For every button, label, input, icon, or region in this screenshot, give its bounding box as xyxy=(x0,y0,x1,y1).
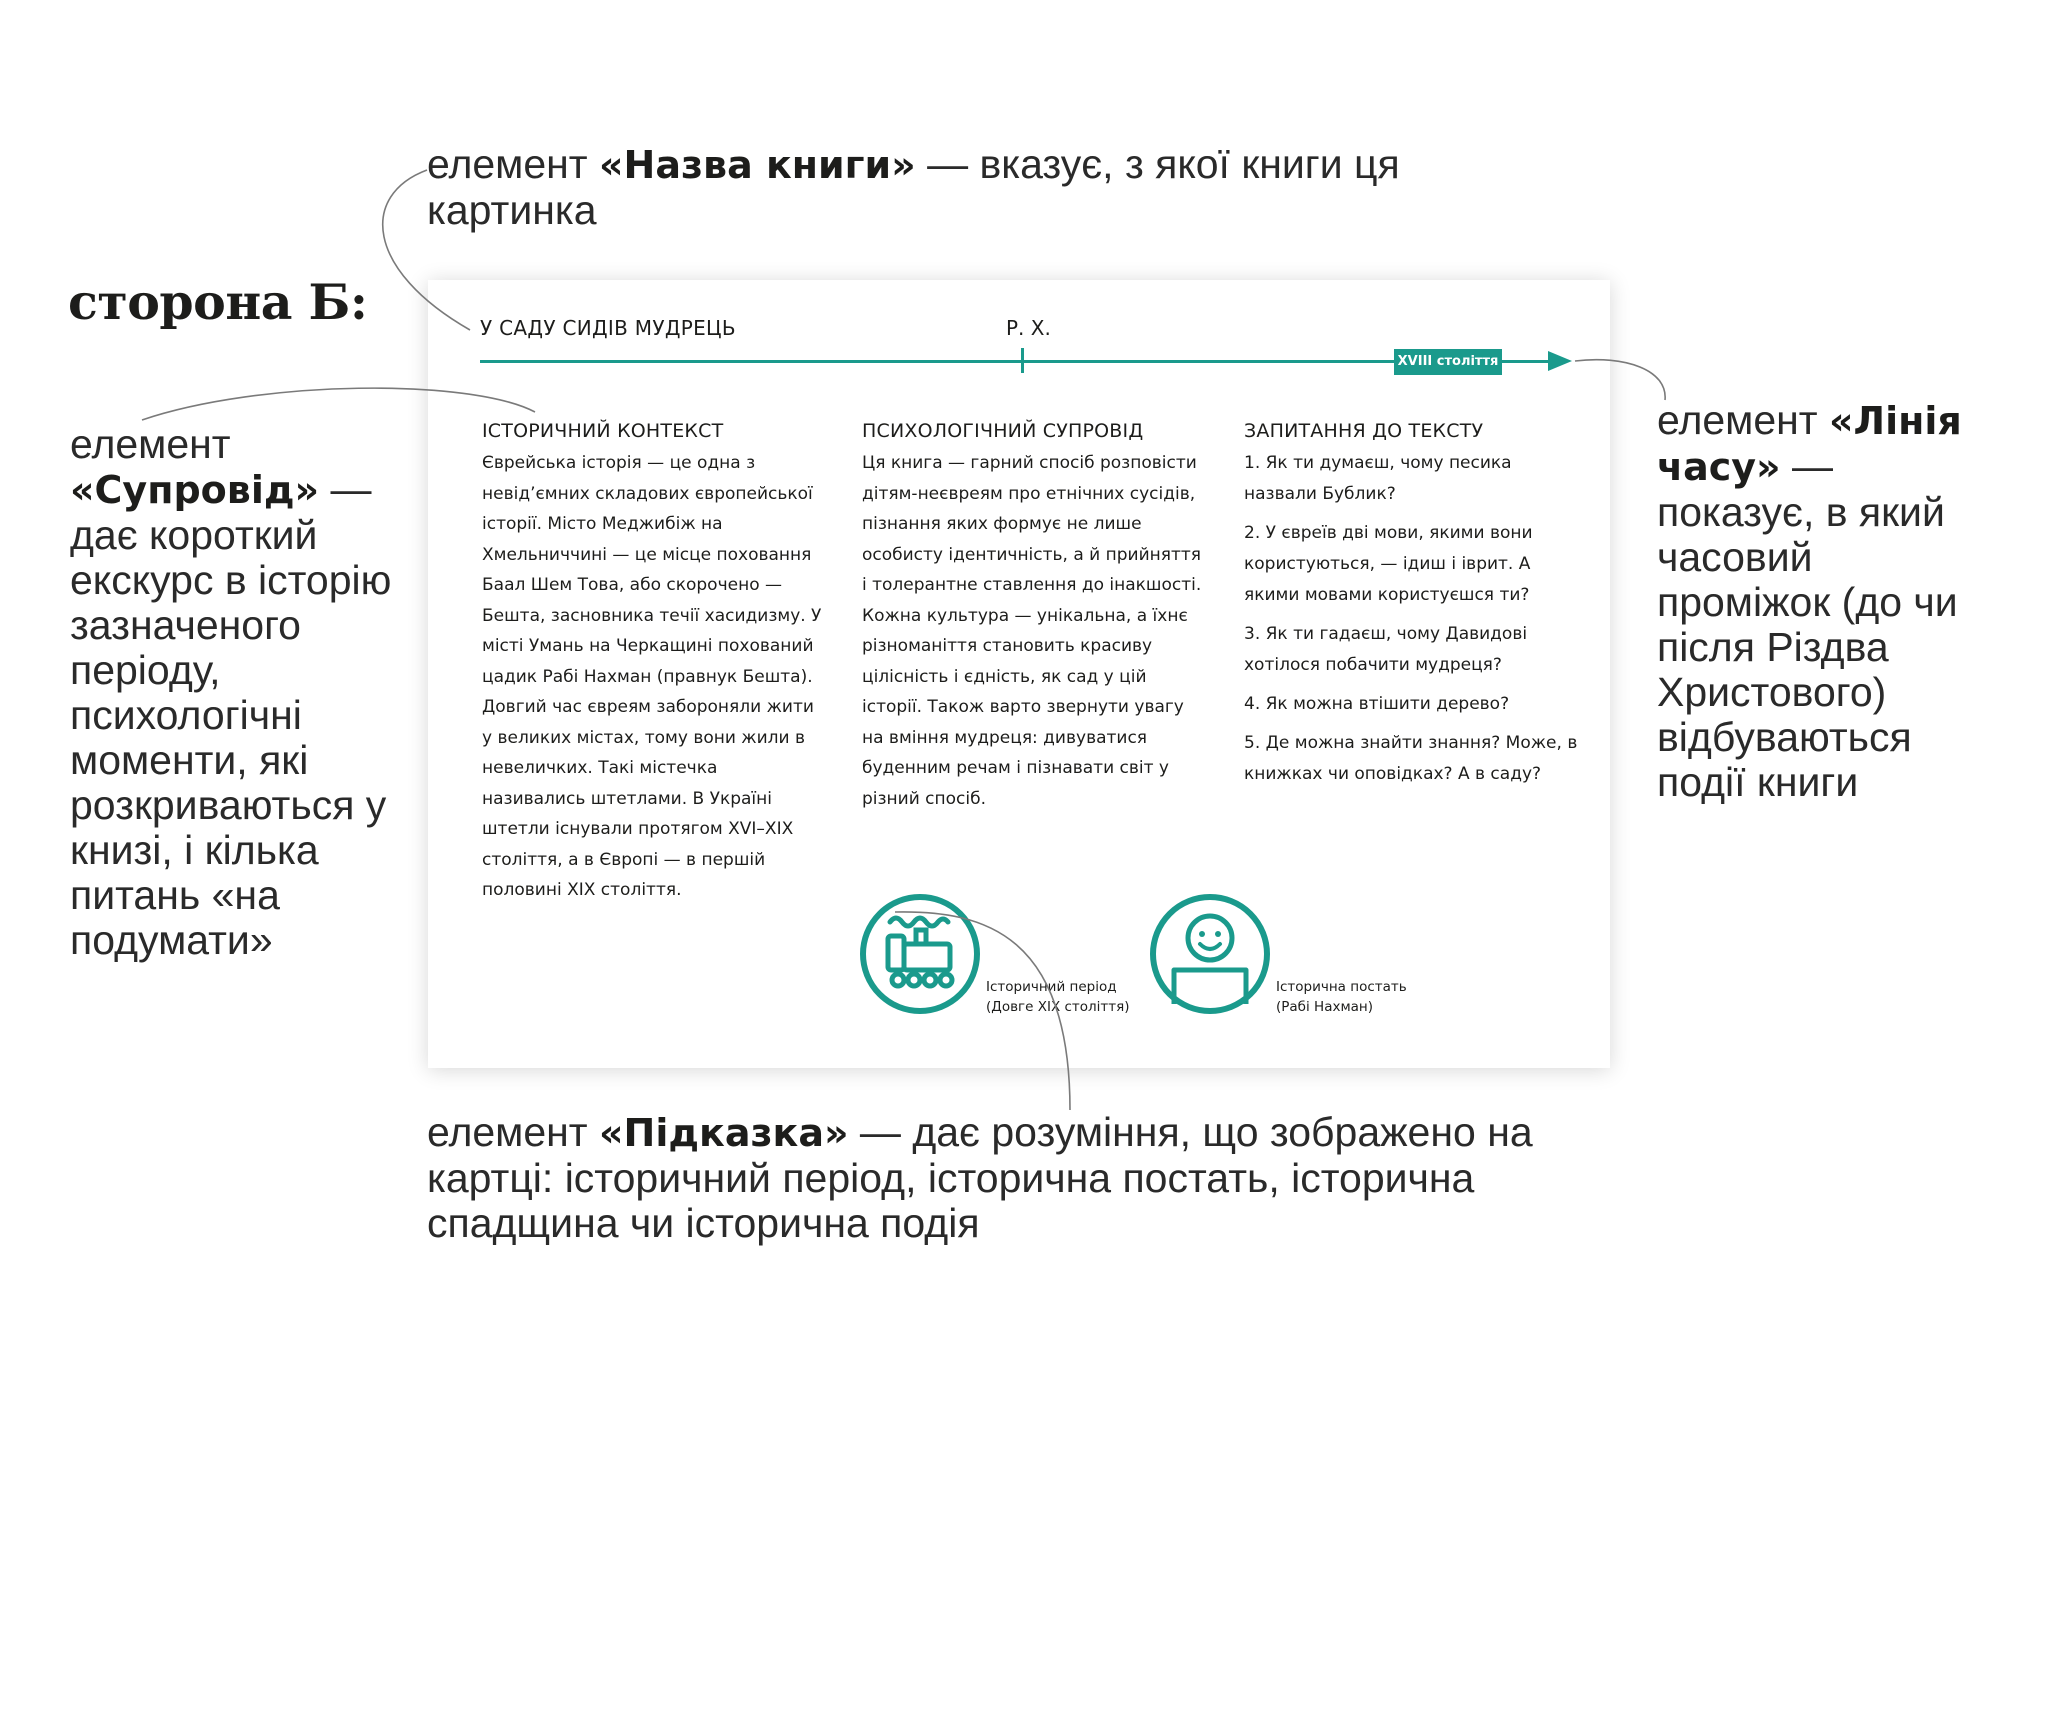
annotation-element-name: «Лінія часу» xyxy=(1657,399,1962,489)
annotation-element-name: «Супровід» xyxy=(70,468,320,512)
annotation-description: — вказує, з якої книги ця картинка xyxy=(427,141,1400,233)
column-heading: ІСТОРИЧНИЙ КОНТЕКСТ xyxy=(482,420,724,442)
annotation-prefix: елемент xyxy=(427,141,599,187)
annotation-description: — дає короткий екскурс в історію зазначеного періоду, психологічні моменти, які розкриваються у книзі, і кілька питань «на подумати» xyxy=(70,466,392,963)
question-item: 5. Де можна знайти знання? Може, в книжках чи оповідках? А в саду? xyxy=(1244,733,1578,784)
page-heading: сторона Б: xyxy=(68,273,368,331)
book-card xyxy=(428,280,1610,1068)
column-questions xyxy=(1244,420,1584,798)
annotation-element-name: «Назва книги» xyxy=(598,143,916,187)
question-item: 3. Як ти гадаєш, чому Давидові хотілося побачити мудреця? xyxy=(1244,624,1528,675)
annotation-hint xyxy=(427,1110,1587,1246)
column-psychological-support xyxy=(862,420,1202,814)
timeline-mark-label: Р. Х. xyxy=(1006,316,1051,340)
annotation-description: — дає розуміння, що зображено на картці: історичний період, історична постать, історична спадщина чи історична подія xyxy=(427,1109,1533,1246)
hint-label-figure xyxy=(1276,977,1407,1017)
question-item: 2. У євреїв дві мови, якими вони користуються, — ідиш і іврит. А якими мовами користуєшся ти? xyxy=(1244,523,1533,605)
annotation-prefix: елемент xyxy=(427,1109,599,1155)
hint-label-title: Історична постать xyxy=(1276,979,1407,995)
column-historical-context xyxy=(482,420,822,906)
locomotive-icon xyxy=(858,892,982,1016)
annotation-prefix: елемент xyxy=(1657,397,1829,443)
annotation-prefix: елемент xyxy=(70,421,231,467)
column-text: Ця книга — гарний спосіб розповісти дітям-неєвреям про етнічних сусідів, пізнання яких формує не лише особисту ідентичність, а й прийняття і толерантне ставлення до інакшості. Кожна культура — унікальна, а їхнє різноманіття становить красиву цілісність і єдність, як сад у цій історії. Також варто звернути увагу на вміння мудреця: дивуватися буденним речам і пізнавати світ у різний спосіб. xyxy=(862,453,1202,809)
person-icon xyxy=(1148,892,1272,1016)
hint-label-detail: (Рабі Нахман) xyxy=(1276,999,1374,1015)
annotation-book-title xyxy=(427,142,1407,233)
book-title: У САДУ СИДІВ МУДРЕЦЬ xyxy=(480,316,736,340)
column-heading: ПСИХОЛОГІЧНИЙ СУПРОВІД xyxy=(862,420,1144,442)
column-heading: ЗАПИТАННЯ ДО ТЕКСТУ xyxy=(1244,420,1484,442)
hint-label-title: Історичний період xyxy=(986,979,1117,995)
hint-label-detail: (Довге XIX століття) xyxy=(986,999,1130,1015)
timeline-badge: XVIII століття xyxy=(1394,349,1502,375)
annotation-timeline xyxy=(1657,398,1987,805)
annotation-companion xyxy=(70,422,400,963)
column-text: Єврейська історія — це одна з невід’ємних складових європейської історії. Місто Меджибіж на Хмельниччині — це місце поховання Баал Шем Това, або скорочено — Бешта, засновника течії хасидизму. У місті Умань на Черкащині похований цадик Рабі Нахман (правнук Бешта). Довгий час євреям забороняли жити у великих містах, тому вони жили в невеличких. Такі містечка називались штетлами. В Україні штетли існували протягом XVI–XIX століття, а в Європі — в першій половині XIX століття. xyxy=(482,453,822,900)
timeline-arrow-icon xyxy=(1548,351,1572,371)
timeline-axis xyxy=(480,360,1550,363)
question-item: 4. Як можна втішити дерево? xyxy=(1244,694,1510,714)
hint-label-period xyxy=(986,977,1130,1017)
annotation-element-name: «Підказка» xyxy=(598,1111,849,1155)
question-item: 1. Як ти думаєш, чому песика назвали Бублик? xyxy=(1244,453,1512,504)
annotation-description: — показує, в який часовий проміжок (до чи після Різдва Христового) відбуваються події книги xyxy=(1657,443,1958,805)
timeline-tick xyxy=(1021,348,1024,373)
